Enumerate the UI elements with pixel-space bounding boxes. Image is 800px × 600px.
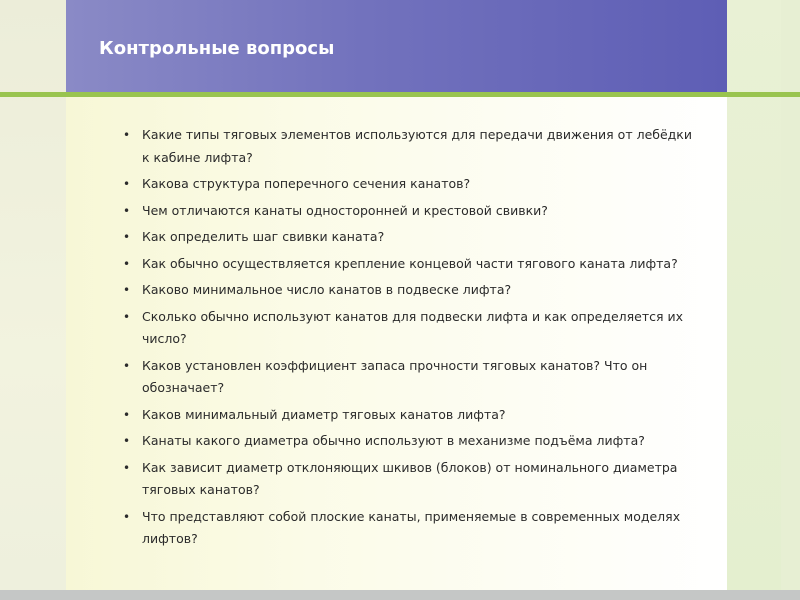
list-item bbox=[123, 124, 693, 169]
question-text: Каков минимальный диаметр тяговых канатов лифта? bbox=[142, 406, 506, 422]
bullet-icon: • bbox=[123, 256, 131, 271]
bullet-icon: • bbox=[123, 407, 131, 422]
bullet-icon: • bbox=[123, 358, 131, 373]
right-edge-strip bbox=[781, 0, 800, 590]
bullet-icon: • bbox=[123, 283, 131, 297]
question-text: Как обычно осуществляется крепление концевой части тягового каната лифта? bbox=[142, 255, 678, 271]
bullet-icon: • bbox=[123, 309, 131, 324]
list-item bbox=[123, 279, 693, 302]
list-item bbox=[123, 355, 693, 400]
right-side-panel bbox=[727, 0, 781, 590]
bottom-bar bbox=[0, 590, 800, 600]
list-item bbox=[123, 506, 693, 551]
list-item bbox=[123, 226, 693, 249]
question-text: Чем отличаются канаты односторонней и крестовой свивки? bbox=[142, 202, 548, 218]
bullet-icon: • bbox=[123, 434, 131, 448]
question-text: Какова структура поперечного сечения канатов? bbox=[142, 176, 471, 191]
question-text: Сколько обычно используют канатов для подвески лифта и как определяется их число? bbox=[142, 308, 684, 346]
bullet-icon: • bbox=[123, 203, 131, 218]
slide-title: Контрольные вопросы bbox=[99, 38, 335, 59]
bullet-icon: • bbox=[123, 128, 131, 142]
question-text: Каков установлен коэффициент запаса прочности тяговых канатов? Что он обозначает? bbox=[142, 357, 648, 395]
list-item bbox=[123, 430, 693, 453]
bullet-icon: • bbox=[123, 460, 131, 475]
list-item bbox=[123, 457, 693, 502]
question-text: Как определить шаг свивки каната? bbox=[142, 229, 385, 244]
question-text: Канаты какого диаметра обычно используют в механизме подъёма лифта? bbox=[142, 433, 645, 448]
bullet-icon: • bbox=[123, 509, 131, 524]
question-list bbox=[123, 124, 693, 555]
list-item bbox=[123, 253, 693, 276]
question-text: Каково минимальное число канатов в подвеске лифта? bbox=[142, 282, 512, 297]
bullet-icon: • bbox=[123, 230, 131, 244]
question-text: Какие типы тяговых элементов используются для передачи движения от лебёдки к кабине лифта? bbox=[142, 127, 692, 165]
left-side-panel bbox=[0, 0, 66, 590]
list-item bbox=[123, 173, 693, 196]
list-item bbox=[123, 200, 693, 223]
question-text: Что представляют собой плоские канаты, применяемые в современных моделях лифтов? bbox=[142, 508, 681, 546]
list-item bbox=[123, 306, 693, 351]
bullet-icon: • bbox=[123, 177, 131, 191]
question-text: Как зависит диаметр отклоняющих шкивов (блоков) от номинального диаметра тяговых канатов? bbox=[142, 459, 678, 497]
list-item bbox=[123, 404, 693, 427]
